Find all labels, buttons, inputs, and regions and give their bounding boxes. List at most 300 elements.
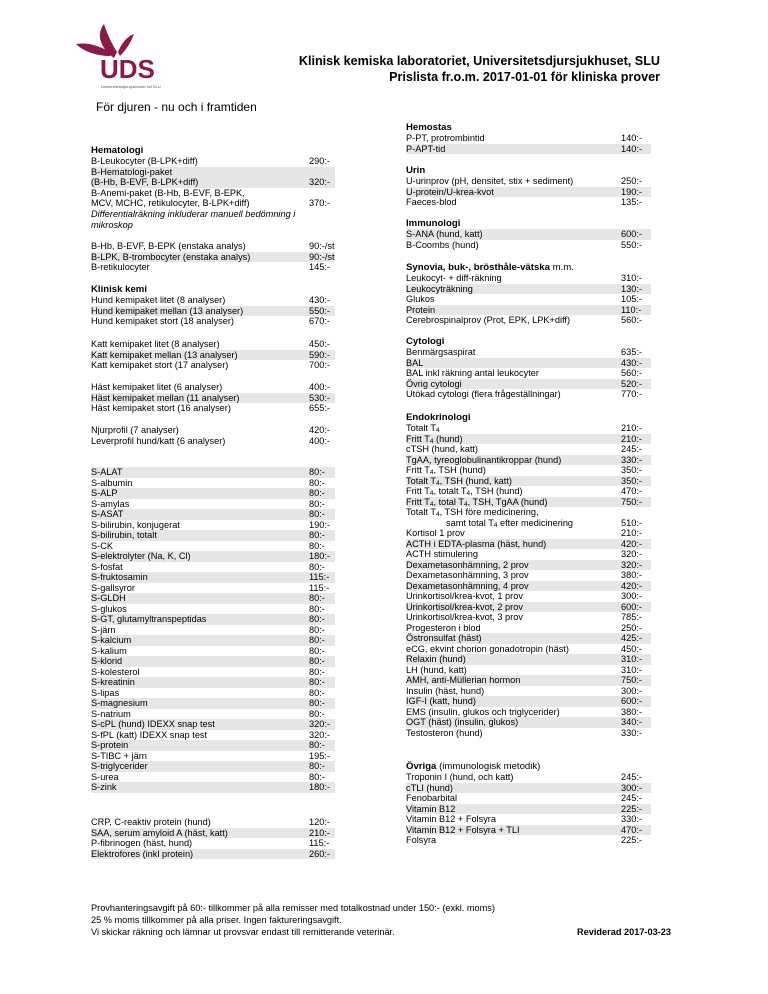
price-row xyxy=(91,295,335,306)
test-name: S-fosfat xyxy=(91,561,123,572)
test-price: 250:- xyxy=(621,176,642,186)
test-name: Leukocyträkning xyxy=(406,283,473,294)
price-row xyxy=(406,434,651,445)
price-row xyxy=(91,761,335,772)
test-name: S-kalium xyxy=(91,645,127,656)
test-name: S-urea xyxy=(91,771,119,782)
uds-logo xyxy=(70,18,190,96)
test-name: Katt kemipaket mellan (13 analyser) xyxy=(91,349,238,360)
heading-text: Övriga xyxy=(406,761,437,772)
test-price: 130:- xyxy=(621,283,642,294)
test-name: cTSH (hund, katt) xyxy=(406,444,478,454)
test-price: 380:- xyxy=(621,570,642,580)
test-name: S-ANA (hund, katt) xyxy=(406,229,483,239)
test-name: S-bilirubin, konjugerat xyxy=(91,519,180,530)
price-row xyxy=(91,849,335,860)
price-row xyxy=(406,315,651,326)
price-row xyxy=(406,696,651,707)
test-price: 80:- xyxy=(309,740,325,750)
test-price: 80:- xyxy=(309,698,325,708)
test-name: B-LPK, B-trombocyter (enstaka analys) xyxy=(91,251,251,262)
price-row xyxy=(406,444,651,455)
test-name: Folsyra xyxy=(406,835,437,845)
section-heading xyxy=(406,218,460,229)
test-name: S-triglycerider xyxy=(91,761,148,771)
test-name: BAL inkl räkning antal leukocyter xyxy=(406,368,539,378)
price-row xyxy=(91,838,335,849)
test-name: Faeces-blod xyxy=(406,197,457,207)
test-name: S-ASAT xyxy=(91,509,124,519)
test-name: samt total $T_4$ efter medicinering xyxy=(446,517,574,529)
test-name: OGT (häst) (insulin, glukos) xyxy=(406,717,519,727)
test-name: Totalt $T_4$, TSH (hund, katt) xyxy=(406,475,512,487)
svg-text:UDS: UDS xyxy=(100,54,155,84)
test-price: 190:- xyxy=(309,519,330,530)
price-row xyxy=(406,570,651,581)
test-price: 560:- xyxy=(621,368,642,378)
price-row xyxy=(91,499,335,510)
test-price: 180:- xyxy=(309,782,330,792)
price-row xyxy=(406,176,651,187)
price-row xyxy=(91,625,335,636)
heading-text: Klinisk kemi xyxy=(91,284,147,295)
test-price: 145:- xyxy=(309,262,330,272)
test-name: Cerebrospinalprov (Prot, EPK, LPK+diff) xyxy=(406,315,571,325)
price-row xyxy=(91,467,335,478)
section-heading xyxy=(406,122,452,133)
section-heading xyxy=(91,145,143,156)
test-price: 80:- xyxy=(309,656,325,666)
test-name: B-retikulocyter xyxy=(91,262,150,272)
test-name: Dexametasonhämning, 2 prov xyxy=(406,559,529,570)
test-price: 400:- xyxy=(309,382,330,392)
test-price: 510:- xyxy=(621,517,642,528)
test-name: S-protein xyxy=(91,740,129,750)
test-price: 90:-/st xyxy=(309,251,335,262)
price-row xyxy=(91,635,335,646)
test-name: CRP, C-reaktiv protein (hund) xyxy=(91,817,211,827)
price-row xyxy=(91,614,335,625)
test-name: B-Hematologi-paket xyxy=(91,166,173,177)
test-name: P-PT, protrombintid xyxy=(406,133,485,143)
price-row xyxy=(406,497,651,508)
test-name: Katt kemipaket stort (17 analyser) xyxy=(91,360,229,370)
test-price: 105:- xyxy=(621,294,642,304)
price-row xyxy=(406,423,651,434)
test-name: LH (hund, katt) xyxy=(406,664,467,675)
price-row xyxy=(91,656,335,667)
price-row xyxy=(91,520,335,531)
test-price: 210:- xyxy=(621,528,642,538)
price-row xyxy=(406,825,651,836)
price-row xyxy=(406,347,651,358)
test-price: 450:- xyxy=(621,643,642,654)
test-name: S-klorid xyxy=(91,656,123,666)
section-heading xyxy=(406,336,444,347)
price-row xyxy=(91,730,335,741)
price-row xyxy=(91,188,335,199)
price-row xyxy=(406,476,651,487)
price-row xyxy=(406,717,651,728)
test-name: Övrig cytologi xyxy=(406,378,462,389)
price-row xyxy=(91,262,335,273)
price-row xyxy=(91,646,335,657)
section-heading xyxy=(406,262,574,273)
test-name: S-fruktosamin xyxy=(91,572,148,582)
price-row xyxy=(406,591,651,602)
price-row xyxy=(91,360,335,371)
price-row xyxy=(406,133,651,144)
test-name: Fritt $T_4$ (hund) xyxy=(406,433,463,445)
price-row xyxy=(406,602,651,613)
hematology-note: Differentialräkning inkluderar manuell bedömning i mikroskop xyxy=(91,209,296,230)
test-price: 600:- xyxy=(621,696,642,706)
test-price: 135:- xyxy=(621,197,642,207)
test-price: 190:- xyxy=(621,186,642,197)
test-name: Relaxin (hund) xyxy=(406,654,466,664)
test-price: 210:- xyxy=(621,433,642,444)
test-name: MCV, MCHC, retikulocyter, B-LPK+diff) xyxy=(91,198,250,208)
test-price: 290:- xyxy=(309,156,330,166)
price-row xyxy=(406,772,651,783)
test-price: 80:- xyxy=(309,593,325,603)
test-name: B-Leukocyter (B-LPK+diff) xyxy=(91,156,198,166)
test-price: 80:- xyxy=(309,488,325,498)
test-price: 320:- xyxy=(621,559,642,570)
price-row xyxy=(91,688,335,699)
test-name: S-kalcium xyxy=(91,635,132,645)
test-price: 750:- xyxy=(621,675,642,685)
price-row xyxy=(91,740,335,751)
test-name: Fritt $T_4$, totalt $T_4$, TSH (hund) xyxy=(406,486,523,497)
test-price: 250:- xyxy=(621,622,642,633)
test-name: S-TIBC + järn xyxy=(91,750,147,761)
price-row xyxy=(91,198,335,209)
test-name: Njurprofil (7 analyser) xyxy=(91,425,179,435)
test-name: S-zink xyxy=(91,782,117,792)
price-row xyxy=(91,339,335,350)
test-price: 90:-/st xyxy=(309,241,335,251)
price-row xyxy=(406,197,651,208)
test-name: Troponin I (hund, och katt) xyxy=(406,772,514,782)
test-price: 80:- xyxy=(309,771,325,782)
test-price: 80:- xyxy=(309,624,325,635)
test-price: 750:- xyxy=(621,496,642,507)
test-price: 115:- xyxy=(309,582,330,593)
test-price: 340:- xyxy=(621,717,642,727)
test-price: 520:- xyxy=(621,378,642,389)
price-row xyxy=(91,403,335,414)
price-row xyxy=(91,167,335,178)
test-price: 80:- xyxy=(309,666,325,677)
test-name: S-kolesterol xyxy=(91,666,140,677)
test-name: Dexametasonhämning, 4 prov xyxy=(406,580,529,591)
price-row xyxy=(406,187,651,198)
test-price: 300:- xyxy=(621,591,642,601)
price-row xyxy=(91,488,335,499)
test-price: 80:- xyxy=(309,761,325,771)
test-price: 600:- xyxy=(621,229,642,239)
price-row xyxy=(406,728,651,739)
price-row xyxy=(406,518,651,529)
test-price: 80:- xyxy=(309,540,325,551)
price-row xyxy=(406,654,651,665)
heading-text: Immunologi xyxy=(406,218,461,229)
test-price: 590:- xyxy=(309,349,330,360)
test-price: 470:- xyxy=(621,486,642,496)
test-name: Häst kemipaket litet (6 analyser) xyxy=(91,382,223,392)
test-price: 320:- xyxy=(309,177,330,187)
heading-suffix: (immunologisk metodik) xyxy=(436,761,541,772)
price-row xyxy=(406,793,651,804)
test-name: Urinkortisol/krea-kvot, 1 prov xyxy=(406,591,523,601)
test-name: S-natrium xyxy=(91,708,131,719)
test-name: Benmärgsaspirat xyxy=(406,347,476,357)
test-price: 430:- xyxy=(309,295,330,305)
test-name: BAL xyxy=(406,357,424,368)
test-name: Hund kemipaket stort (18 analyser) xyxy=(91,316,234,326)
price-row xyxy=(91,772,335,783)
test-price: 225:- xyxy=(621,803,642,814)
test-price: 770:- xyxy=(621,389,642,399)
price-row xyxy=(91,306,335,317)
price-row xyxy=(406,581,651,592)
test-price: 320:- xyxy=(309,719,330,729)
price-row xyxy=(91,177,335,188)
test-price: 670:- xyxy=(309,316,330,326)
tagline: För djuren - nu och i framtiden xyxy=(96,100,257,114)
price-row xyxy=(91,562,335,573)
test-name: S-amylas xyxy=(91,498,130,509)
test-price: 110:- xyxy=(621,304,642,315)
price-row xyxy=(91,593,335,604)
price-row xyxy=(406,612,651,623)
price-row xyxy=(406,455,651,466)
price-row xyxy=(406,229,651,240)
test-price: 350:- xyxy=(621,475,642,486)
price-row xyxy=(406,814,651,825)
price-row xyxy=(406,379,651,390)
test-name: Fritt $T_4$, TSH (hund) xyxy=(406,465,486,476)
test-name: Leverprofil hund/katt (6 analyser) xyxy=(91,435,226,446)
price-row xyxy=(406,644,651,655)
test-price: 115:- xyxy=(309,838,330,848)
test-price: 260:- xyxy=(309,848,330,859)
test-name: S-CK xyxy=(91,540,113,551)
test-price: 120:- xyxy=(309,817,330,827)
test-price: 80:- xyxy=(309,687,325,698)
heading-text: Hematologi xyxy=(91,145,144,156)
test-name: Urinkortisol/krea-kvot, 2 prov xyxy=(406,601,523,612)
test-price: 450:- xyxy=(309,339,330,349)
test-price: 245:- xyxy=(621,444,642,454)
test-price: 210:- xyxy=(621,423,642,433)
price-row xyxy=(406,486,651,497)
test-name: P-fibrinogen (häst, hund) xyxy=(91,838,193,848)
price-row xyxy=(91,677,335,688)
test-name: Östronsulfat (häst) xyxy=(406,633,482,643)
test-name: Utökad cytologi (flera frågeställningar) xyxy=(406,389,561,399)
price-row xyxy=(406,623,651,634)
price-row xyxy=(91,572,335,583)
test-name: S-magnesium xyxy=(91,698,148,708)
test-name: S-gallsyror xyxy=(91,582,135,593)
test-name: Dexametasonhämning, 3 prov xyxy=(406,570,529,580)
test-price: 350:- xyxy=(621,465,642,475)
test-price: 80:- xyxy=(309,561,325,572)
test-name: Vitamin B12 + Folsyra xyxy=(406,814,496,824)
test-name: U-urinprov (pH, densitet, stix + sediment) xyxy=(406,176,574,186)
price-row xyxy=(91,425,335,436)
price-row xyxy=(91,530,335,541)
test-name: S-albumin xyxy=(91,477,133,488)
test-name: S-elektrolyter (Na, K, Cl) xyxy=(91,551,191,561)
test-price: 310:- xyxy=(621,664,642,675)
price-row xyxy=(91,719,335,730)
test-price: 80:- xyxy=(309,467,325,477)
test-name: EMS (insulin, glukos och triglycerider) xyxy=(406,706,560,717)
price-row xyxy=(91,817,335,828)
test-price: 310:- xyxy=(621,273,642,283)
test-price: 320:- xyxy=(621,549,642,559)
test-price: 635:- xyxy=(621,347,642,357)
test-price: 210:- xyxy=(309,827,330,838)
test-price: 300:- xyxy=(621,782,642,793)
test-name: S-lipas xyxy=(91,687,120,698)
footer-line2: 25 % moms tillkommer på alla priser. Ingen faktureringsavgift. xyxy=(91,915,342,925)
test-price: 80:- xyxy=(309,530,325,540)
test-price: 400:- xyxy=(309,435,330,446)
test-price: 80:- xyxy=(309,509,325,519)
price-row xyxy=(91,436,335,447)
price-row xyxy=(406,144,651,155)
heading-text: Synovia, buk-, brösthåle-vätska xyxy=(406,262,550,273)
test-price: 330:- xyxy=(621,727,642,738)
test-price: 425:- xyxy=(621,633,642,643)
test-name: Kortisol 1 prov xyxy=(406,528,465,538)
price-row xyxy=(91,316,335,327)
test-price: 115:- xyxy=(309,572,330,582)
test-name: AMH, anti-Müllerian hormon xyxy=(406,675,521,685)
price-row xyxy=(406,783,651,794)
test-name: Fenobarbital xyxy=(406,793,458,803)
test-name: ACTH stimulering xyxy=(406,549,478,559)
test-name: Hund kemipaket mellan (13 analyser) xyxy=(91,305,244,316)
test-name: S-GT, glutamyltranspeptidas xyxy=(91,614,207,624)
test-name: Vitamin B12 xyxy=(406,803,456,814)
price-row xyxy=(91,709,335,720)
price-row xyxy=(406,465,651,476)
price-row xyxy=(91,241,335,252)
price-row xyxy=(91,751,335,762)
section-heading xyxy=(406,412,471,423)
test-price: 420:- xyxy=(621,538,642,549)
test-name: Häst kemipaket stort (16 analyser) xyxy=(91,403,231,413)
price-row xyxy=(406,675,651,686)
test-name: S-ALP xyxy=(91,488,118,498)
test-price: 785:- xyxy=(621,612,642,622)
test-name: Urinkortisol/krea-kvot, 3 prov xyxy=(406,612,523,622)
test-price: 470:- xyxy=(621,824,642,835)
price-row xyxy=(91,252,335,263)
footer-line1: Provhanteringsavgift på 60:- tillkommer på alla remisser med totalkostnad under 150:- (exkl. moms) xyxy=(91,903,495,913)
price-row xyxy=(406,305,651,316)
test-price: 300:- xyxy=(621,685,642,696)
test-name: B-Hb, B-EVF, B-EPK (enstaka analys) xyxy=(91,241,246,251)
test-name: Glukos xyxy=(406,294,435,304)
price-row xyxy=(91,551,335,562)
test-name: Totalt $T_4$, TSH före medicinering, xyxy=(406,507,539,518)
test-price: 140:- xyxy=(621,143,642,154)
test-price: 80:- xyxy=(309,635,325,645)
price-row xyxy=(406,707,651,718)
test-name: Vitamin B12 + Folsyra + TLI xyxy=(406,824,520,835)
test-price: 80:- xyxy=(309,614,325,624)
test-name: Hund kemipaket litet (8 analyser) xyxy=(91,295,226,305)
test-name: Fritt $T_4$, total $T_4$, TSH, TgAA (hund) xyxy=(406,496,548,508)
price-row xyxy=(91,478,335,489)
price-row xyxy=(406,549,651,560)
test-price: 430:- xyxy=(621,357,642,368)
test-name: Totalt $T_4$ xyxy=(406,423,440,434)
footer-line3: Vi skickar räkning och lämnar ut provsvar endast till remitterande veterinär. xyxy=(91,927,395,937)
test-name: S-GLDH xyxy=(91,593,126,603)
test-name: IGF-I (katt, hund) xyxy=(406,696,476,706)
price-row xyxy=(406,804,651,815)
price-row xyxy=(91,698,335,709)
test-name: S-fPL (katt) IDEXX snap test xyxy=(91,729,208,740)
price-row xyxy=(406,368,651,379)
test-name: cTLI (hund) xyxy=(406,782,453,793)
price-row xyxy=(406,528,651,539)
test-price: 655:- xyxy=(309,403,330,413)
test-name: Progesteron i blod xyxy=(406,622,481,633)
test-price: 420:- xyxy=(309,425,330,435)
section-heading xyxy=(406,165,425,176)
test-name: Elektrofores (inkl protein) xyxy=(91,848,194,859)
test-name: B-Anemi-paket (B-Hb, B-EVF, B-EPK, xyxy=(91,187,245,198)
price-row xyxy=(91,350,335,361)
test-price: 310:- xyxy=(621,654,642,664)
price-row xyxy=(406,507,651,518)
price-row xyxy=(406,240,651,251)
test-price: 245:- xyxy=(621,772,642,782)
test-price: 180:- xyxy=(309,551,330,561)
header-line1: Klinisk kemiska laboratoriet, Universitetsdjursjukhuset, SLU xyxy=(298,54,660,68)
price-row xyxy=(406,686,651,697)
price-row xyxy=(91,583,335,594)
price-row xyxy=(406,633,651,644)
test-price: 560:- xyxy=(621,315,642,325)
test-name: U-protein/U-krea-kvot xyxy=(406,186,494,197)
test-name: S-järn xyxy=(91,624,116,635)
test-price: 600:- xyxy=(621,601,642,612)
svg-text:Universitetsdjursjukhuset vid: Universitetsdjursjukhuset vid SLU xyxy=(101,84,161,89)
test-price: 80:- xyxy=(309,708,325,719)
section-heading xyxy=(91,284,147,295)
price-row xyxy=(406,294,651,305)
test-price: 330:- xyxy=(621,454,642,465)
test-price: 550:- xyxy=(309,305,330,316)
test-price: 700:- xyxy=(309,360,330,370)
price-row xyxy=(91,667,335,678)
test-price: 320:- xyxy=(309,729,330,740)
price-row xyxy=(406,273,651,284)
test-price: 80:- xyxy=(309,477,325,488)
price-row xyxy=(406,539,651,550)
price-row xyxy=(91,782,335,793)
test-name: Leukocyt- + diff-räkning xyxy=(406,273,502,283)
